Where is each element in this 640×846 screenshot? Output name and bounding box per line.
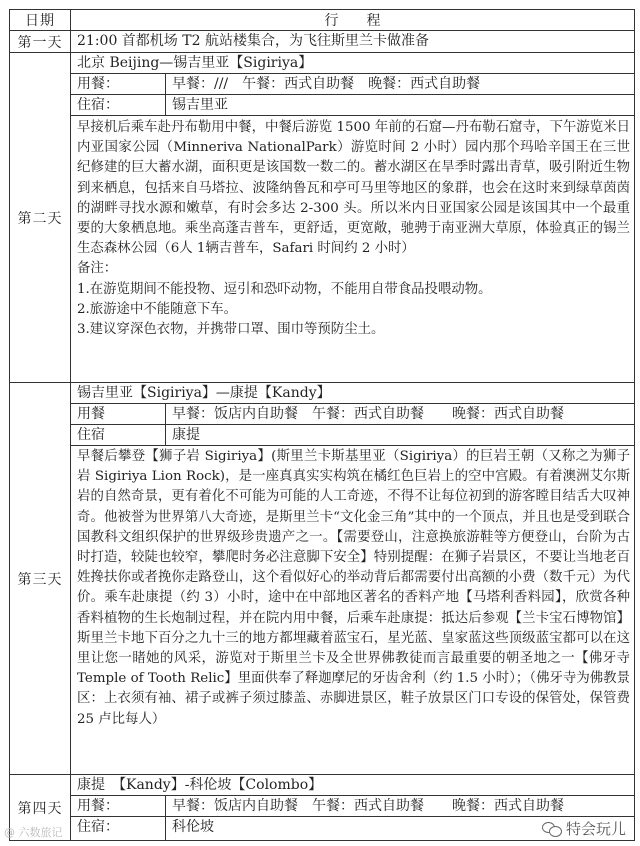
day3-label: 第三天 <box>10 383 71 775</box>
day4-route: 康提 【Kandy】-科伦坡【Colombo】 <box>71 775 634 796</box>
day3-stay: 康提 <box>172 427 200 443</box>
watermark-left: @ 六数旅记 <box>4 826 63 839</box>
day3-content <box>71 383 634 775</box>
day2-description: 早接机后乘车赴丹布勒用中餐，中餐后游览 1500 年前的石窟—丹布勒石窟寺，下午游览米日内亚国家公园（Minneriva NationalPark）游览时间 2 小时）园内那个玛哈辛国王在三世纪修建的巨大蓄水湖，面积更是该国数一数二的。蓄水湖区在旱季时露出青草，吸引附近生物到来栖息，包括来自马塔拉、波隆纳鲁瓦和亭可马里等地区的象群，也会在这时来到绿草茵茵的湖畔寻找水源和嫩草，有时会多达 2-300 头。所以米内日亚国家公园是该国其中一个最重要的大象栖息地。乘坐高蓬吉普车，更舒适，更宽敞，驰骋于南亚洲大草原，体验真正的锡兰生态森林公园（6人 1辆吉普车，Safari 时间约 2 小时） <box>77 120 630 257</box>
day3-description-block <box>77 447 630 730</box>
day4-label: 第四天 <box>10 775 71 841</box>
day3-stay-row <box>71 425 634 446</box>
day1-label: 第一天 <box>10 31 71 53</box>
day3-meals-label: 用餐 <box>71 404 166 424</box>
day1-text: 21:00 首都机场 T2 航站楼集合，为飞往斯里兰卡做准备 <box>77 33 429 49</box>
day4-meals-row <box>71 796 634 817</box>
header-date: 日期 <box>10 9 71 30</box>
day2-row <box>10 52 634 383</box>
day2-route: 北京 Beijing—锡吉里亚【Sigiriya】 <box>71 53 634 74</box>
day4-meals-label: 用餐： <box>71 796 166 816</box>
day2-stay-row <box>71 95 634 116</box>
itinerary-table <box>9 9 635 841</box>
day2-meals: 早餐：/// 午餐：西式自助餐 晚餐：西式自助餐 <box>172 76 481 92</box>
day3-meals-row <box>71 404 634 425</box>
day3-stay-label: 住宿 <box>71 425 166 445</box>
day2-note-2: 2.旅游途中不能随意下车。 <box>77 301 238 317</box>
day2-content <box>71 53 634 383</box>
header-row <box>10 9 634 30</box>
watermark-right <box>538 818 630 839</box>
day4-stay-label: 住宿： <box>71 817 166 840</box>
day2-note-3: 3.建议穿深色衣物，并携带口罩、围巾等预防尘土。 <box>77 322 385 338</box>
day4-stay: 科伦坡 <box>172 819 214 835</box>
day3-row <box>10 382 634 775</box>
day2-label: 第二天 <box>10 53 71 383</box>
day2-stay-label: 住宿： <box>71 95 166 115</box>
day2-notes-title: 备注： <box>77 261 118 277</box>
day3-route: 锡吉里亚【Sigiriya】—康提【Kandy】 <box>71 383 634 404</box>
header-itinerary: 行 程 <box>324 12 381 29</box>
day4-meals: 早餐：饭店内自助餐 午餐：西式自助餐 晚餐：西式自助餐 <box>172 798 564 814</box>
day2-note-1: 1.在游览期间不能投物、逗引和恐吓动物，不能用自带食品投喂动物。 <box>77 281 492 297</box>
day2-meals-label: 用餐： <box>71 74 166 94</box>
day2-description-block <box>77 118 630 340</box>
day1-row <box>10 30 634 53</box>
day3-meals: 早餐：饭店内自助餐 午餐：西式自助餐 晚餐：西式自助餐 <box>172 406 564 422</box>
day3-description: 早餐后攀登【狮子岩 Sigiriya】(斯里兰卡斯基里亚（Sigiriya）的巨岩王朝（又称之为狮子岩 Sigiriya Lion Rock)，是一座真真实实构筑在橘红色巨岩上的空中宫殿。有着澳洲艾尔斯岩的自然奇景，更有着化不可能为可能的人工奇迹，不得不让每位初到的游客瞠目结舌大叹神奇。他被誉为世界第八大奇迹，是斯里兰卡“文化金三角”其中的一个顶点，并且也是受到联合国教科文组织保护的世界级珍贵遗产之一。【需要登山，注意换旅游鞋等方便登山，台阶为古时打造，较陡也较窄，攀爬时务必注意脚下安全】特别提醒：在狮子岩景区，不要让当地老百姓搀扶你或者挽你走路登山，这个看似好心的举动背后都需要付出高额的小费（数千元）为代价。乘车赴康提（约 3）小时，途中在中部地区著名的香料产地【马塔利香料园】，欣赏各种香料植物的生长炮制过程，并在院内用中餐，后乘车赴康提：抵达后参观【兰卡宝石博物馆】斯里兰卡地下百分之九十三的地方都埋藏着蓝宝石，星光蓝、皇家蓝这些顶级蓝宝都可以在这里让您一睹她的风采，游览对于斯里兰卡及全世界佛教徒而言最重要的朝圣地之一【佛牙寺 Temple of Tooth Relic】里面供奉了释迦摩尼的牙齿舍利（约 1.5 小时）；（佛牙寺为佛教景区：上衣须有袖、裙子或裤子须过膝盖、赤脚进景区，鞋子放景区门口专设的保管处，保管费 25 卢比每人） <box>77 449 630 727</box>
day2-meals-row <box>71 74 634 95</box>
wechat-icon <box>542 821 562 837</box>
brand-text: 特会玩儿 <box>565 820 626 838</box>
day1-content <box>71 31 634 53</box>
day2-stay: 锡吉里亚 <box>172 97 228 113</box>
